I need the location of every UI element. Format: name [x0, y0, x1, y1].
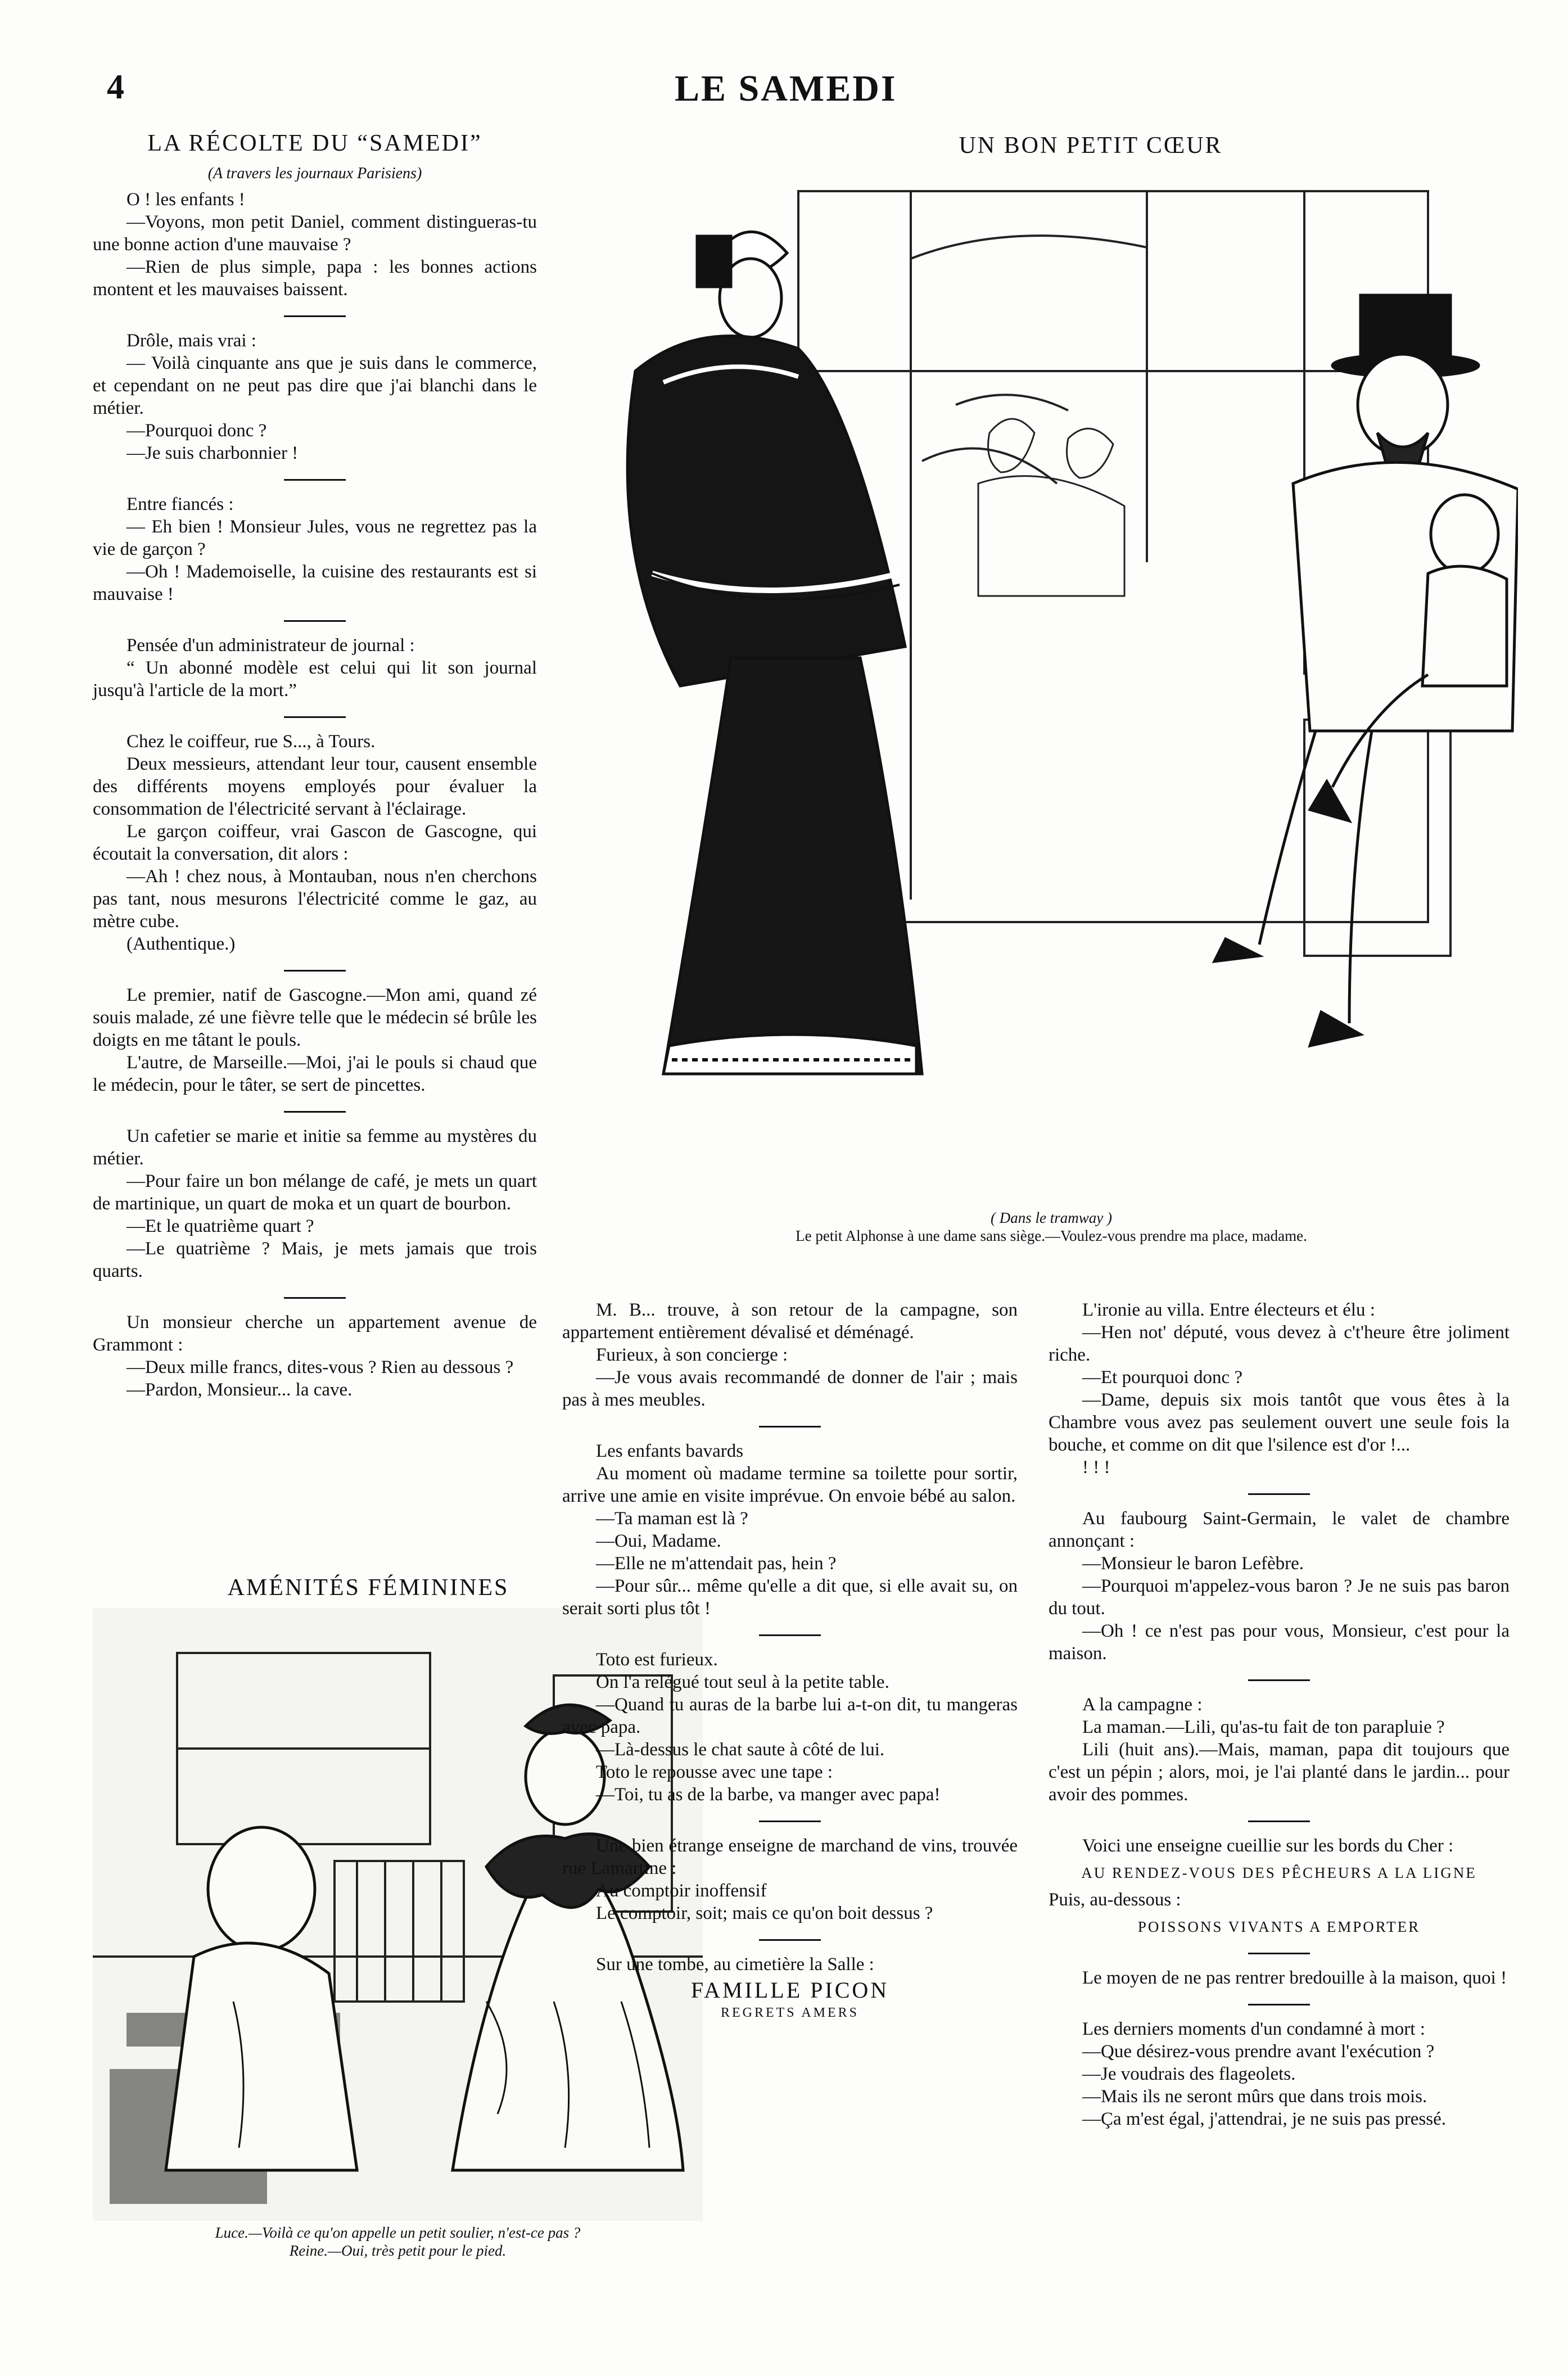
paragraph: —Dame, depuis six mois tantôt que vous êtes à la Chambre vous avez pas seulement ouvert une seule fois la bouche, et comme on dit que l'silence est d'or !... [1049, 1390, 1510, 1455]
paragraph: —Pourquoi donc ? [126, 421, 267, 441]
recolte-title: LA RÉCOLTE DU “SAMEDI” [147, 130, 482, 156]
paragraph: Entre fiancés : [126, 494, 234, 514]
separator-rule [284, 716, 346, 718]
paragraph: Au moment où madame termine sa toilette pour sortir, arrive une amie en visite imprévue. On envoie bébé au salon. [562, 1463, 1018, 1506]
paragraph: Lili (huit ans).—Mais, maman, papa dit toujours que c'est un pépin ; alors, moi, je l'ai planté dans le jardin... pour avoir des pommes. [1049, 1740, 1510, 1805]
paragraph: —Oh ! Mademoiselle, la cuisine des restaurants est si mauvaise ! [93, 562, 537, 604]
separator-rule [284, 620, 346, 622]
paragraph: —Que désirez-vous prendre avant l'exécution ? [1082, 2041, 1435, 2062]
amenites-caption [93, 2224, 703, 2260]
paragraph: “ Un abonné modèle est celui qui lit son journal jusqu'à l'article de la mort.” [93, 658, 537, 701]
paragraph: —Je voudrais des flageolets. [1082, 2064, 1296, 2084]
paragraph: Au faubourg Saint-Germain, le valet de chambre annonçant : [1049, 1508, 1510, 1551]
signature: FAMILLE PICON [690, 1977, 889, 2003]
signature-sub: REGRETS AMERS [720, 2005, 860, 2020]
paragraph: Furieux, à son concierge : [596, 1345, 788, 1365]
separator-rule [284, 315, 346, 317]
paragraph: Les derniers moments d'un condamné à mort : [1082, 2019, 1425, 2039]
recolte-subtitle: (A travers les journaux Parisiens) [207, 165, 422, 182]
separator-rule [759, 1939, 821, 1941]
paragraph: Sur une tombe, au cimetière la Salle : [596, 1954, 874, 1975]
paragraph: Le comptoir, soit; mais ce qu'on boit dessus ? [596, 1903, 933, 1923]
paragraph: —Voyons, mon petit Daniel, comment distingueras-tu une bonne action d'une mauvaise ? [93, 212, 537, 255]
masthead: LE SAMEDI [675, 68, 897, 109]
paragraph: (Authentique.) [126, 934, 236, 954]
coeur-illustration [562, 169, 1518, 1209]
paragraph: Toto le repousse avec une tape : [596, 1762, 833, 1782]
recolte-items [93, 188, 537, 1401]
separator-rule [1248, 1679, 1310, 1681]
paragraph: On l'a relégué tout seul à la petite table. [596, 1672, 889, 1692]
paragraph: Un cafetier se marie et initie sa femme au mystères du métier. [93, 1126, 537, 1169]
separator-rule [284, 970, 346, 972]
separator-rule [284, 479, 346, 481]
paragraph: —Deux mille francs, dites-vous ? Rien au dessous ? [126, 1357, 514, 1377]
paragraph: —Quand tu auras de la barbe lui a-t-on dit, tu mangeras avec papa. [562, 1695, 1018, 1737]
paragraph: M. B... trouve, à son retour de la campagne, son appartement entièrement dévalisé et déménagé. [562, 1300, 1018, 1343]
shop-sign-2: POISSONS VIVANTS A EMPORTER [1137, 1918, 1421, 1935]
paragraph: —Je vous avais recommandé de donner de l'air ; mais pas à mes meubles. [562, 1367, 1018, 1410]
paragraph: —Ta maman est là ? [596, 1508, 748, 1529]
middle-column [562, 1299, 1018, 2024]
right-column [1049, 1299, 1510, 2130]
coeur-caption-line1: ( Dans le tramway ) [991, 1209, 1112, 1226]
recolte-column [93, 132, 537, 1401]
paragraph: —Et le quatrième quart ? [126, 1216, 314, 1236]
paragraph: Les enfants bavards [596, 1441, 744, 1461]
amenites-caption-line2: Reine.—Oui, très petit pour le pied. [289, 2242, 507, 2259]
paragraph: —Oui, Madame. [596, 1531, 721, 1551]
paragraph: Une bien étrange enseigne de marchand de vins, trouvée rue Lamartine : [562, 1836, 1018, 1878]
separator-rule [1248, 1953, 1310, 1954]
middle-items [562, 1299, 1018, 1976]
separator-rule [759, 1821, 821, 1822]
paragraph: Chez le coiffeur, rue S..., à Tours. [126, 731, 376, 752]
paragraph: — Eh bien ! Monsieur Jules, vous ne regrettez pas la vie de garçon ? [93, 517, 537, 559]
paragraph: —Pour sûr... même qu'elle a dit que, si elle avait su, on serait sorti plus tôt ! [562, 1576, 1018, 1619]
paragraph: Le garçon coiffeur, vrai Gascon de Gascogne, qui écoutait la conversation, dit alors : [93, 821, 537, 864]
paragraph: —Mais ils ne seront mûrs que dans trois mois. [1082, 2086, 1427, 2107]
paragraph: L'autre, de Marseille.—Moi, j'ai le pouls si chaud que le médecin, pour le tâter, se sert de pincettes. [93, 1053, 537, 1095]
separator-rule [284, 1297, 346, 1299]
right-items [1049, 1299, 1510, 2130]
paragraph: Voici une enseigne cueillie sur les bords du Cher : [1082, 1836, 1454, 1856]
paragraph: Le moyen de ne pas rentrer bredouille à la maison, quoi ! [1082, 1968, 1507, 1988]
amenites-caption-line1: Luce.—Voilà ce qu'on appelle un petit soulier, n'est-ce pas ? [215, 2224, 581, 2241]
paragraph: —Pardon, Monsieur... la cave. [126, 1380, 353, 1400]
paragraph: Pensée d'un administrateur de journal : [126, 635, 415, 656]
paragraph: Deux messieurs, attendant leur tour, causent ensemble des différents moyens employés pour évaluer la consommation de l'électricité servant à l'éclairage. [93, 754, 537, 819]
paragraph: Un monsieur cherche un appartement avenue de Grammont : [93, 1312, 537, 1355]
separator-rule [1248, 2004, 1310, 2005]
shop-sign-1: AU RENDEZ-VOUS DES PÊCHEURS A LA LIGNE [1081, 1864, 1477, 1881]
separator-rule [759, 1634, 821, 1636]
paragraph: —Hen not' député, vous devez à c't'heure être joliment riche. [1049, 1322, 1510, 1365]
paragraph: —Ça m'est égal, j'attendrai, je ne suis pas pressé. [1082, 2109, 1446, 2129]
paragraph: —Le quatrième ? Mais, je mets jamais que trois quarts. [93, 1239, 537, 1281]
separator-rule [759, 1426, 821, 1428]
paragraph: Le premier, natif de Gascogne.—Mon ami, quand zé souis malade, zé une fièvre telle que le médecin sé brûle les doigts en me tâtant le pouls. [93, 985, 537, 1050]
separator-rule [1248, 1493, 1310, 1495]
paragraph: —Ah ! chez nous, à Montauban, nous n'en cherchons pas tant, nous mesurons l'électricité comme le gaz, au mètre cube. [93, 866, 537, 932]
separator-rule [1248, 1821, 1310, 1822]
paragraph: — Voilà cinquante ans que je suis dans le commerce, et cependant on ne peut pas dire que j'ai blanchi dans le métier. [93, 353, 537, 418]
paragraph: ! ! ! [1082, 1457, 1110, 1478]
paragraph: —Là-dessus le chat saute à côté de lui. [596, 1740, 885, 1760]
paragraph: O ! les enfants ! [126, 189, 245, 210]
paragraph: —Rien de plus simple, papa : les bonnes actions montent et les mauvaises baissent. [93, 257, 537, 300]
paragraph: —Oh ! ce n'est pas pour vous, Monsieur, c'est pour la maison. [1049, 1621, 1510, 1664]
coeur-caption-line2: Le petit Alphonse à une dame sans siège.—Voulez-vous prendre ma place, madame. [796, 1227, 1307, 1244]
coeur-caption [562, 1209, 1540, 1245]
separator-rule [284, 1111, 346, 1113]
paragraph: La maman.—Lili, qu'as-tu fait de ton parapluie ? [1082, 1717, 1445, 1737]
paragraph: L'ironie au villa. Entre électeurs et élu : [1082, 1300, 1375, 1320]
coeur-title: UN BON PETIT CŒUR [959, 133, 1223, 159]
paragraph: —Toi, tu as de la barbe, va manger avec papa! [596, 1785, 941, 1805]
page-number: 4 [107, 68, 124, 106]
paragraph: Toto est furieux. [596, 1650, 718, 1670]
paragraph: Au comptoir inoffensif [596, 1881, 767, 1901]
paragraph: —Et pourquoi donc ? [1082, 1367, 1243, 1388]
paragraph: —Elle ne m'attendait pas, hein ? [596, 1553, 837, 1574]
amenites-title: AMÉNITÉS FÉMININES [227, 1575, 509, 1601]
paragraph: —Pour faire un bon mélange de café, je mets un quart de martinique, un quart de moka et un quart de bourbon. [93, 1171, 537, 1214]
paragraph: A la campagne : [1082, 1695, 1203, 1715]
paragraph: —Pourquoi m'appelez-vous baron ? Je ne suis pas baron du tout. [1049, 1576, 1510, 1619]
paragraph: Drôle, mais vrai : [126, 331, 256, 351]
sign-intro: Puis, au-dessous : [1049, 1890, 1181, 1910]
paragraph: —Monsieur le baron Lefèbre. [1082, 1553, 1304, 1574]
paragraph: —Je suis charbonnier ! [126, 443, 299, 463]
